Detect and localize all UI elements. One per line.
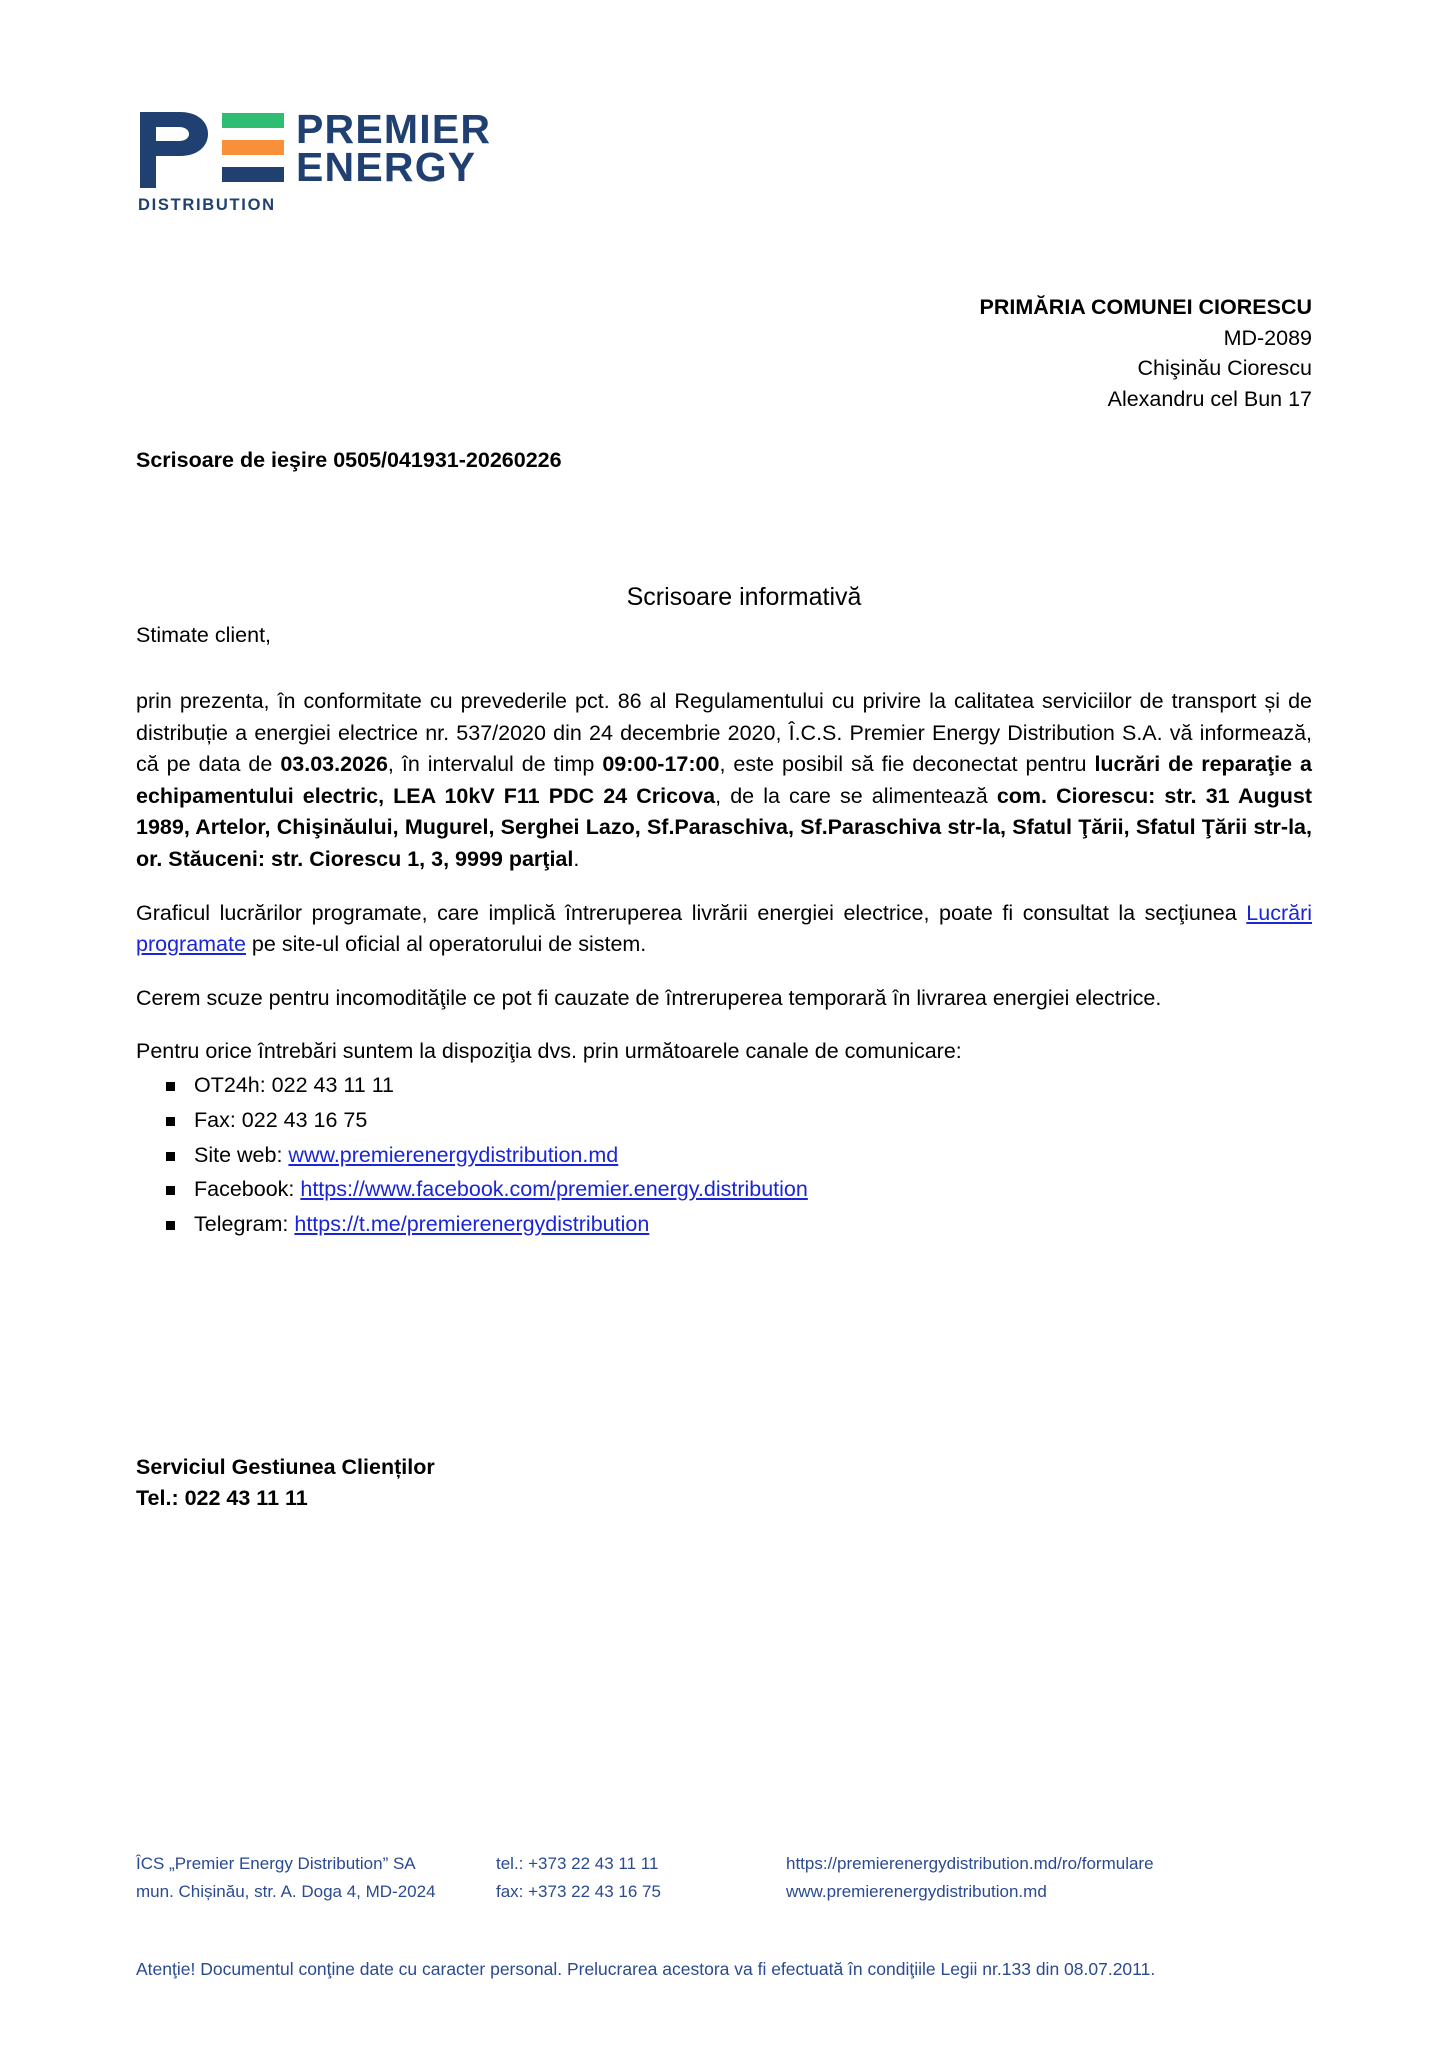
page-title: Scrisoare informativă bbox=[626, 583, 862, 611]
p1-works: lucrări de reparaţie a echipamentului electric, LEA 10kV F11 PDC 24 Cricova bbox=[136, 752, 1312, 808]
addressee-name: PRIMĂRIA COMUNEI CIORESCU bbox=[979, 295, 1312, 319]
signature-department: Serviciul Gestiunea Clienților bbox=[136, 1455, 435, 1479]
footer-forms-url: https://premierenergydistribution.md/ro/formulare bbox=[786, 1854, 1154, 1873]
p1-addresses: com. Ciorescu: str. 31 August 1989, Artelor, Chişinăului, Mugurel, Serghei Lazo, Sf.Paraschiva, Sf.Paraschiva str-la, Sfatul Ţării, Sfatul Ţării str-la, or. Stăuceni: str. Ciorescu 1, 3, 9999 parţial bbox=[136, 783, 1312, 871]
contact-label: Site web: bbox=[194, 1142, 289, 1167]
list-item bbox=[136, 1174, 1312, 1206]
p2-end: pe site-ul oficial al operatorului de sistem. bbox=[245, 932, 647, 957]
p1-end: . bbox=[573, 846, 580, 871]
footer-company-column bbox=[136, 1850, 496, 1905]
list-item bbox=[136, 1105, 1312, 1137]
website-link[interactable]: www.premierenergydistribution.md bbox=[288, 1142, 619, 1167]
footer-site-url: www.premierenergydistribution.md bbox=[786, 1881, 1047, 1901]
contact-label: Facebook: bbox=[194, 1177, 301, 1202]
contact-label: OT24h: 022 43 11 11 bbox=[194, 1072, 395, 1097]
list-item bbox=[136, 1070, 1312, 1102]
company-logo bbox=[136, 108, 556, 228]
list-item bbox=[136, 1209, 1312, 1241]
addressee-street: Alexandru cel Bun 17 bbox=[1107, 386, 1312, 411]
footer-company-address: mun. Chișinău, str. A. Doga 4, MD-2024 bbox=[136, 1881, 436, 1901]
p1-intro: prin prezenta, în conformitate cu prevederile pct. 86 al Regulamentului cu privire la calitatea serviciilor de transport și de distribuție a energiei electrice nr. 537/2020 din 24 decembrie 2020, Î.C.S. Premier Energy Distribution S.A. vă informează, că pe data de bbox=[136, 689, 1312, 777]
list-item bbox=[136, 1140, 1312, 1172]
footer-company-name: ÎCS „Premier Energy Distribution” SA bbox=[136, 1854, 416, 1873]
logo-subtitle: DISTRIBUTION bbox=[138, 196, 276, 214]
square-bullet-icon bbox=[166, 1152, 175, 1161]
footer-privacy-note: Atenţie! Documentul conţine date cu caracter personal. Prelucrarea acestora va fi efectuată în condiţiile Legii nr.133 din 08.07.2011. bbox=[136, 1959, 1156, 1979]
logo-wordmark-line2: ENERGY bbox=[296, 144, 477, 191]
logo-wordmark bbox=[296, 106, 492, 191]
footer-fax: fax: +373 22 43 16 75 bbox=[496, 1881, 661, 1901]
addressee-postcode: MD-2089 bbox=[1223, 325, 1312, 350]
salutation: Stimate client, bbox=[136, 623, 272, 647]
contact-channels-list bbox=[136, 1070, 1312, 1241]
footer-tel: tel.: +373 22 43 11 11 bbox=[496, 1854, 659, 1873]
logo-wordmark-line1: PREMIER bbox=[296, 106, 492, 152]
paragraph-apology: Cerem scuze pentru incomodităţile ce pot fi cauzate de întreruperea temporară în livrarea energiei electrice. bbox=[136, 985, 1162, 1010]
paragraph-outage-notice bbox=[136, 686, 1312, 876]
p1-time: 09:00-17:00 bbox=[602, 752, 720, 777]
square-bullet-icon bbox=[166, 1221, 175, 1230]
p1-mid1: , în intervalul de timp bbox=[387, 752, 603, 777]
footer-web-column bbox=[786, 1850, 1316, 1905]
telegram-link[interactable]: https://t.me/premierenergydistribution bbox=[294, 1212, 650, 1237]
square-bullet-icon bbox=[166, 1186, 175, 1195]
p1-mid3: , de la care se alimentează bbox=[715, 783, 997, 808]
facebook-link[interactable]: https://www.facebook.com/premier.energy.distribution bbox=[300, 1177, 808, 1202]
scheduled-works-link[interactable]: Lucrări programate bbox=[136, 900, 1312, 957]
page-footer bbox=[136, 1850, 1316, 1905]
letter-body bbox=[136, 686, 1312, 1244]
addressee-city: Chişinău Ciorescu bbox=[1137, 356, 1312, 381]
square-bullet-icon bbox=[166, 1117, 175, 1126]
contact-label: Telegram: bbox=[194, 1212, 295, 1237]
addressee-block bbox=[980, 292, 1312, 414]
footer-phone-column bbox=[496, 1850, 786, 1905]
premier-energy-logo-mark bbox=[136, 108, 286, 192]
contact-label: Fax: 022 43 16 75 bbox=[194, 1107, 368, 1132]
signature-block bbox=[136, 1452, 435, 1514]
p2-intro: Graficul lucrărilor programate, care implică întreruperea livrării energiei electrice, poate fi consultat la secţiunea bbox=[136, 900, 1247, 925]
signature-phone: Tel.: 022 43 11 11 bbox=[136, 1486, 308, 1511]
paragraph-contact-intro: Pentru orice întrebări suntem la dispoziţia dvs. prin următoarele canale de comunicare: bbox=[136, 1039, 962, 1064]
letter-reference: Scrisoare de ieşire 0505/041931-20260226 bbox=[136, 448, 562, 472]
square-bullet-icon bbox=[166, 1082, 175, 1091]
paragraph-schedule bbox=[136, 898, 1312, 961]
p1-mid2: , este posibil să fie deconectat pentru bbox=[719, 752, 1095, 777]
p1-date: 03.03.2026 bbox=[280, 752, 388, 777]
